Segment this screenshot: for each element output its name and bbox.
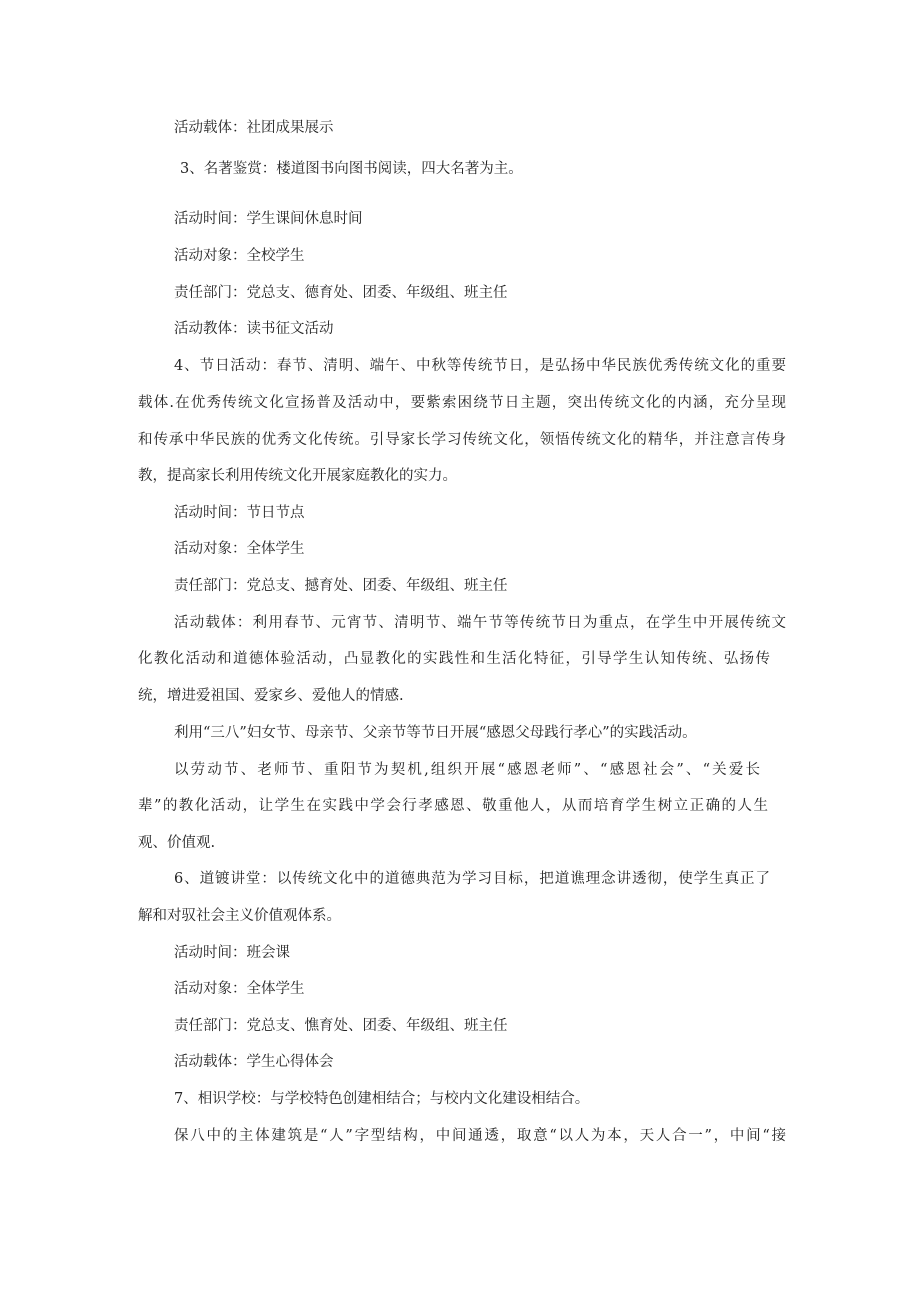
- text-line: 责任部门：党总支、撼育处、团委、年级组、班主任: [174, 578, 508, 594]
- text-line: 活动对象：全体学生: [174, 981, 305, 997]
- text-line: 保八中的主体建筑是“人”字型结构，中间通透，取意“以人为本，天人合一”，中间“接: [174, 1128, 786, 1144]
- section-heading: 3、名著鉴赏：楼道图书向图书阅读，四大名著为主。: [180, 161, 523, 177]
- text-line: 活动载体：学生心得体会: [174, 1054, 334, 1070]
- section-heading: 6、道镀讲堂：以传统文化中的道德典范为学习目标，把道谯理念讲透彻，使学生真正了: [174, 871, 770, 887]
- text-line: 活动时间：学生课间休息时间: [174, 211, 363, 227]
- text-line: 活动对象：全体学生: [174, 541, 305, 557]
- text-line: 化教化活动和道德体验活动，凸显教化的实践性和生活化特征，引导学生认知传统、弘扬传: [138, 651, 770, 667]
- text-line: 辈”的教化活动，让学生在实践中学会行孝感恩、敬重他人，从而培育学生树立正确的人生: [138, 798, 768, 814]
- section-heading: 4、节日活动：春节、清明、端午、中秋等传统节日，是弘扬中华民族优秀传统文化的重要: [174, 358, 786, 374]
- text-line: 利用“三八”妇女节、母亲节、父亲节等节日开展“感恩父母践行孝心”的实践活动。: [174, 725, 697, 741]
- text-line: 教，提高家长利用传统文化开展家庭教化的实力。: [138, 468, 457, 484]
- text-line: 活动载体：利用春节、元宵节、清明节、端午节等传统节日为重点，在学生中开展传统文: [174, 615, 786, 631]
- text-line: 解和对驭社会主义价值观体系。: [138, 908, 341, 924]
- text-line: 活动载体：社团成果展示: [174, 120, 334, 136]
- text-line: 和传承中华民族的优秀文化传统。引导家长学习传统文化，领悟传统文化的精华，并注意言传身: [138, 432, 786, 448]
- text-line: 责任部门：党总支、德育处、团委、年级组、班主任: [174, 285, 508, 301]
- text-line: 活动对象：全校学生: [174, 248, 305, 264]
- text-line: 观、价值观.: [138, 835, 216, 851]
- text-line: 责任部门：党总支、憔育处、团委、年级组、班主任: [174, 1018, 508, 1034]
- text-line: 以劳动节、老师节、重阳节为契机,组织开展“感恩老师”、“感恩社会”、“关爱长: [174, 762, 760, 778]
- text-line: 载体.在优秀传统文化宣扬普及活动中，要紫索困绕节日主题，突出传统文化的内涵，充分呈现: [138, 395, 786, 411]
- section-heading: 7、相识学校：与学校特色创建相结合；与校内文化建设相结合。: [174, 1091, 590, 1107]
- text-line: 活动教体：读书征文活动: [174, 321, 334, 337]
- text-line: 活动时间：班会课: [174, 945, 290, 961]
- text-line: 统，增进爱祖国、爱家乡、爱他人的情感.: [138, 688, 404, 704]
- text-line: 活动时间：节日节点: [174, 505, 305, 521]
